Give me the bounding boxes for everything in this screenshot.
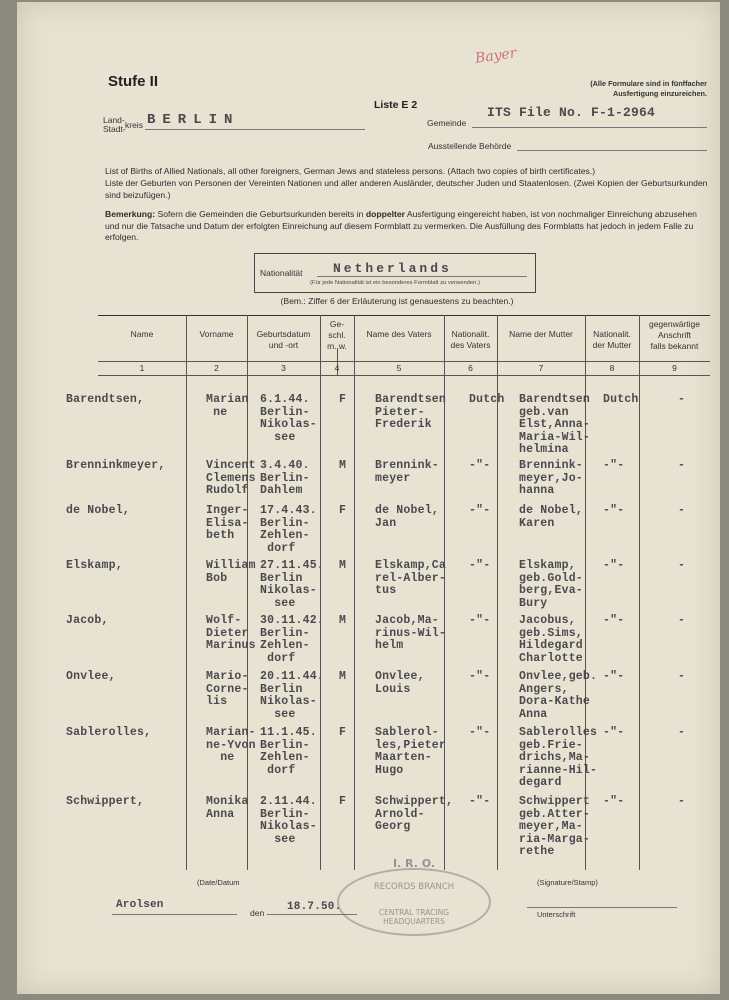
cell-nationalitaet-mutter: -"- <box>603 795 625 808</box>
cell-vorname: Monika Anna <box>206 795 249 821</box>
cell-mutter: Elskamp, geb.Gold- berg,Eva- Bury <box>519 559 583 610</box>
cell-nationalitaet-vater: -"- <box>469 795 491 808</box>
column-number: 7 <box>538 363 544 373</box>
cell-geschlecht: M <box>339 614 347 627</box>
cell-geburtsdatum: 6.1.44. Berlin- Nikolas- see <box>260 393 317 444</box>
cell-geschlecht: F <box>339 504 347 517</box>
intro-english: List of Births of Allied Nationals, all other foreigners, German Jews and stateless persons. (Attach two copies of birth certificates.) <box>105 166 596 176</box>
cell-name: de Nobel, <box>66 504 130 517</box>
cell-nationalitaet-mutter: -"- <box>603 559 625 572</box>
cell-geschlecht: M <box>339 459 347 472</box>
its-file-number: ITS File No. F-1-2964 <box>487 105 656 120</box>
nationality-label: Nationalität <box>260 268 303 278</box>
form-title: Stufe II <box>108 73 159 90</box>
column-number: 9 <box>672 363 677 373</box>
document-sheet <box>17 2 720 994</box>
stamp-line-4: HEADQUARTERS <box>383 917 445 926</box>
column-number: 2 <box>214 363 219 373</box>
column-header: gegenwärtige Anschrift falls bekannt <box>648 319 701 351</box>
column-header: Name des Vaters <box>366 329 432 339</box>
cell-nationalitaet-vater: -"- <box>469 459 491 472</box>
cell-anschrift: - <box>678 726 686 739</box>
cell-vorname: Marian- ne-Yvon ne <box>206 726 256 765</box>
bemerkung-paragraph <box>105 209 710 244</box>
date-label: (Date/Datum <box>197 878 240 887</box>
nationality-note: (Für jede Nationalität ist ein besonderes Formblatt zu verwenden.) <box>310 280 480 286</box>
cell-anschrift: - <box>678 559 686 572</box>
cell-nationalitaet-mutter: -"- <box>603 504 625 517</box>
column-header: Vorname <box>199 329 234 339</box>
cell-name: Barendtsen, <box>66 393 145 406</box>
cell-name: Schwippert, <box>66 795 145 808</box>
cell-nationalitaet-vater: -"- <box>469 670 491 683</box>
unterschrift-label: Unterschrift <box>537 910 576 919</box>
column-number: 5 <box>396 363 402 373</box>
cell-vater: Schwippert, Arnold- Georg <box>375 795 454 834</box>
cell-mutter: Jacobus, geb.Sims, Hildegard Charlotte <box>519 614 583 665</box>
cell-name: Onvlee, <box>66 670 116 683</box>
column-header: Nationalit. des Vaters <box>450 329 491 350</box>
cell-mutter: Brennink- meyer,Jo- hanna <box>519 459 583 498</box>
cell-vater: Brennink- meyer <box>375 459 439 485</box>
cell-nationalitaet-mutter: Dutch <box>603 393 639 406</box>
cell-mutter: Onvlee,geb. Angers, Dora-Kathe Anna <box>519 670 598 721</box>
column-header: Name der Mutter <box>509 329 573 339</box>
col-divider <box>639 315 640 870</box>
behoerde-label: Ausstellende Behörde <box>428 141 512 151</box>
cell-vorname: Wolf- Dieter Marinus <box>206 614 256 653</box>
col-divider <box>354 315 355 870</box>
copies-note-line-1: (Alle Formulare sind in fünffacher <box>590 79 707 88</box>
kreis-underline <box>145 129 365 130</box>
cell-nationalitaet-vater: -"- <box>469 614 491 627</box>
nationality-value: Netherlands <box>333 261 452 276</box>
cell-vater: Onvlee, Louis <box>375 670 425 696</box>
kreis-label <box>103 116 126 134</box>
cell-vater: Elskamp,Ca rel-Alber- tus <box>375 559 447 598</box>
bemerkung-emphasis: doppelter <box>365 209 405 219</box>
cell-geschlecht: M <box>339 559 347 572</box>
column-number: 8 <box>609 363 615 373</box>
cell-vater: Barendtsen Pieter- Frederik <box>375 393 447 432</box>
intro-german: Liste der Geburten von Personen der Vereinten Nationen und aller anderen Ausländer, deutscher Juden und Staatenlosen. (Zwei Kopien der Geburtsurkunden sind beizufügen.) <box>105 178 708 200</box>
cell-nationalitaet-mutter: -"- <box>603 726 625 739</box>
cell-vorname: Inger- Elisa- beth <box>206 504 249 543</box>
cell-vater: de Nobel, Jan <box>375 504 439 530</box>
bemerkung-before: Sofern die Gemeinden die Geburtsurkunden bereits in <box>157 209 364 219</box>
col-divider <box>186 315 187 870</box>
bemerkung-after: Ausfertigung eingereicht haben, ist von nochmaliger Einreichung abzusehen und nur die Tatsache und Datum der erfolgten Einreichung auf diesem Formblatt zu vermerken. Die Ausfüllung des Formblatts hat jedoch in jedem Falle zu erfolgen. <box>105 209 697 242</box>
cell-anschrift: - <box>678 614 686 627</box>
nationality-underline <box>317 276 527 277</box>
nationality-box <box>254 253 536 293</box>
cell-geburtsdatum: 17.4.43. Berlin- Zehlen- dorf <box>260 504 317 555</box>
cell-vorname: Vincent Clemens Rudolf <box>206 459 256 498</box>
copies-note-line-2: Ausfertigung einzureichen. <box>612 89 707 98</box>
cell-name: Jacob, <box>66 614 109 627</box>
cell-vorname: William Bob <box>206 559 256 585</box>
cell-vater: Jacob,Ma- rinus-Wil- helm <box>375 614 447 653</box>
stamp-line-2: RECORDS BRANCH <box>373 882 455 892</box>
cell-geschlecht: M <box>339 670 347 683</box>
signature-label: (Signature/Stamp) <box>537 878 598 887</box>
column-header: Name <box>130 329 154 339</box>
cell-mutter: Schwippert geb.Atter- meyer,Ma- ria-Marga- rethe <box>519 795 591 859</box>
cell-geburtsdatum: 3.4.40. Berlin- Dahlem <box>260 459 310 498</box>
stadt-label: Stadt- <box>103 124 126 134</box>
iro-stamp <box>337 857 491 936</box>
cell-nationalitaet-mutter: -"- <box>603 614 625 627</box>
births-table <box>66 315 710 870</box>
copies-note <box>562 79 707 99</box>
cell-geburtsdatum: 30.11.42. Berlin- Zehlen- dorf <box>260 614 324 665</box>
table-top-border <box>98 315 710 316</box>
column-number: 3 <box>281 363 286 373</box>
cell-vorname: Mario- Corne- lis <box>206 670 249 709</box>
cell-geburtsdatum: 20.11.44. Berlin Nikolas- see <box>260 670 324 721</box>
column-number: 6 <box>468 363 473 373</box>
cell-anschrift: - <box>678 670 686 683</box>
cell-anschrift: - <box>678 504 686 517</box>
cell-nationalitaet-mutter: -"- <box>603 670 625 683</box>
cell-geschlecht: F <box>339 393 347 406</box>
cell-mutter: de Nobel, Karen <box>519 504 583 530</box>
cell-mutter: Sablerolles geb.Frie- drichs,Ma- rianne-Hil- degard <box>519 726 598 790</box>
cell-geschlecht: F <box>339 795 347 808</box>
column-number: 1 <box>139 363 145 373</box>
cell-geschlecht: F <box>339 726 347 739</box>
stamp-line-1: I. R. O. <box>392 857 436 870</box>
signature-line <box>527 907 677 908</box>
cell-vorname: Marian ne <box>206 393 249 419</box>
den-label: den <box>250 908 265 918</box>
cell-name: Sablerolles, <box>66 726 152 739</box>
cell-anschrift: - <box>678 459 686 472</box>
gemeinde-label: Gemeinde <box>427 118 467 128</box>
bemerkung-label: Bemerkung: <box>105 209 156 219</box>
cell-name: Elskamp, <box>66 559 123 572</box>
cell-anschrift: - <box>678 795 686 808</box>
cell-geburtsdatum: 27.11.45. Berlin Nikolas- see <box>260 559 324 610</box>
column-header: Ge- schl. m. w. <box>327 319 347 351</box>
bem-note: (Bem.: Ziffer 6 der Erläuterung ist genauestens zu beachten.) <box>280 296 514 306</box>
kreis-value: BERLIN <box>147 112 240 128</box>
gemeinde-underline <box>472 127 707 128</box>
behoerde-underline <box>517 150 707 151</box>
column-header: Nationalit. der Mutter <box>592 329 632 350</box>
table-header-divider <box>98 361 710 362</box>
kreis-suffix: kreis <box>125 120 143 130</box>
column-number: 4 <box>334 363 340 373</box>
cell-anschrift: - <box>678 393 686 406</box>
cell-nationalitaet-vater: -"- <box>469 504 491 517</box>
cell-nationalitaet-vater: -"- <box>469 559 491 572</box>
cell-geburtsdatum: 2.11.44. Berlin- Nikolas- see <box>260 795 317 846</box>
cell-nationalitaet-mutter: -"- <box>603 459 625 472</box>
table-number-divider <box>98 375 710 376</box>
date-value: 18.7.50. <box>287 901 342 913</box>
cell-name: Brenninkmeyer, <box>66 459 166 472</box>
cell-nationalitaet-vater: -"- <box>469 726 491 739</box>
handwritten-note: Bayer <box>474 45 518 67</box>
cell-geburtsdatum: 11.1.45. Berlin- Zehlen- dorf <box>260 726 317 777</box>
place-value: Arolsen <box>116 899 164 911</box>
stamp-line-3: CENTRAL TRACING <box>378 908 450 917</box>
liste-label: Liste E 2 <box>374 99 418 111</box>
cell-mutter: Barendtsen geb.van Elst,Anna- Maria-Wil- helmina <box>519 393 591 457</box>
cell-vater: Sablerol- les,Pieter Maarten- Hugo <box>375 726 447 777</box>
place-underline <box>112 914 237 915</box>
land-label: Land- <box>103 115 125 125</box>
cell-nationalitaet-vater: Dutch <box>469 393 505 406</box>
column-header: Geburtsdatum und -ort <box>256 329 311 350</box>
